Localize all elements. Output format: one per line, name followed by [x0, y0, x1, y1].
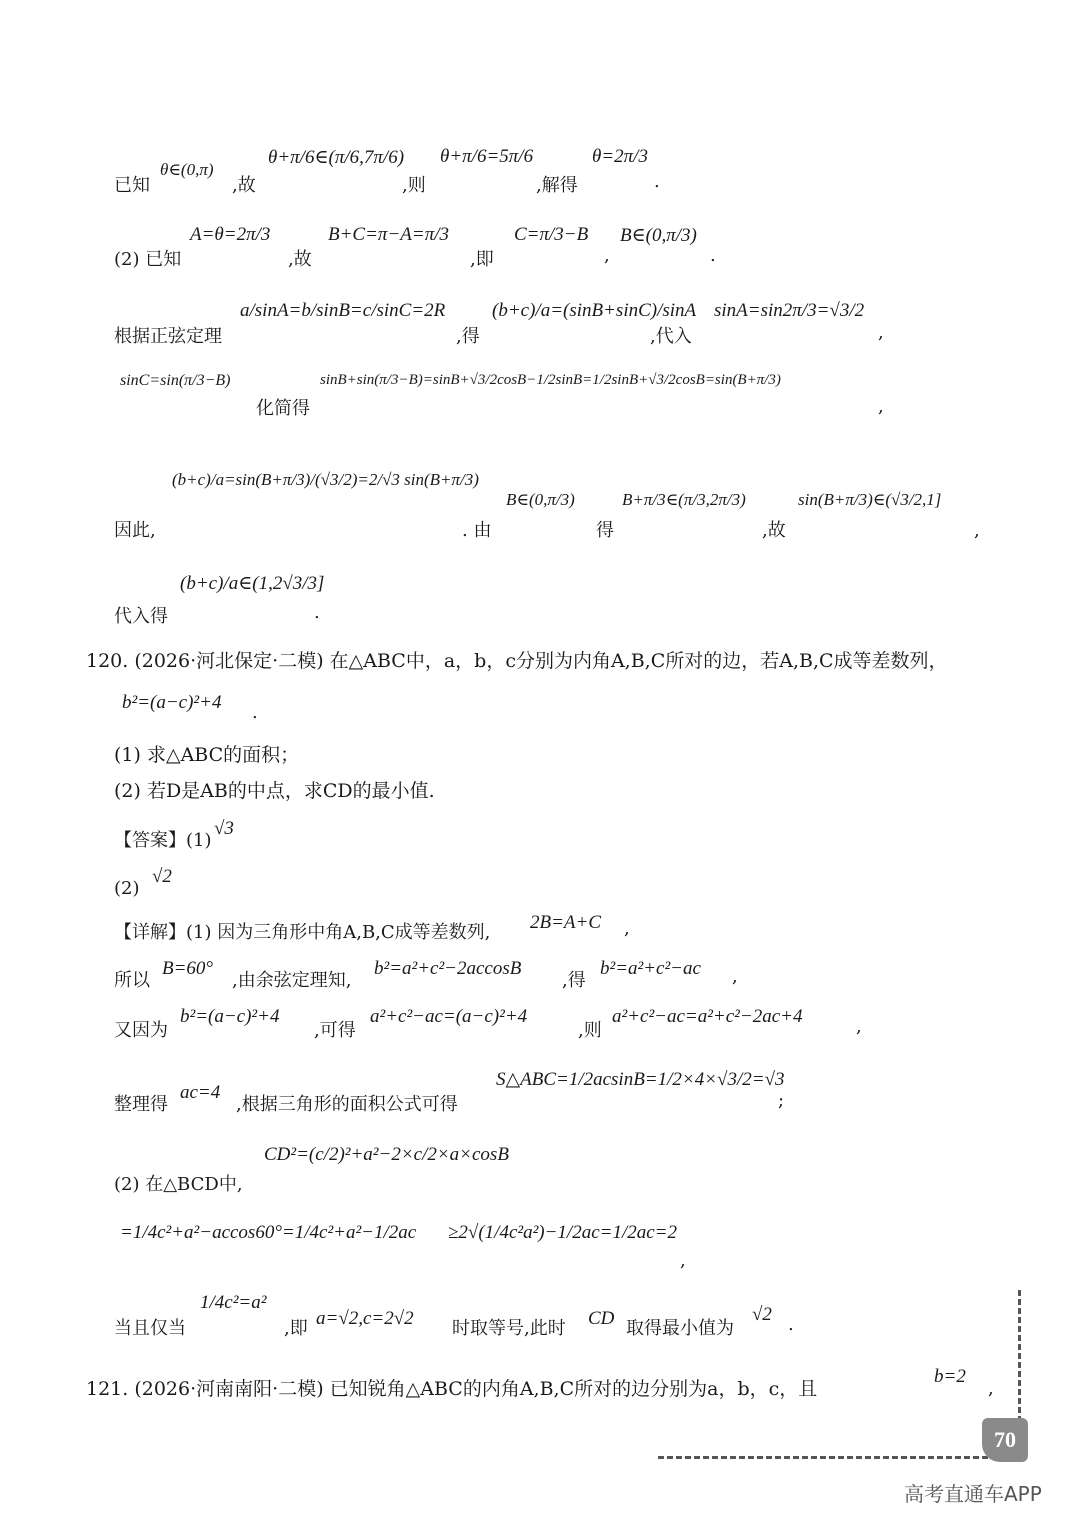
- math: b²=a²+c²−ac: [600, 958, 701, 979]
- math: a²+c²−ac=a²+c²−2ac+4: [612, 1006, 803, 1027]
- part-1: (1) 求△ABC的面积；: [114, 744, 300, 766]
- text: .: [710, 245, 716, 266]
- text: ,: [732, 966, 738, 987]
- math: B+π/3∈(π/3,2π/3): [622, 490, 746, 509]
- text: 【详解】(1) 因为三角形中角A,B,C成等差数列,: [114, 922, 491, 943]
- math: B+C=π−A=π/3: [328, 224, 449, 245]
- math: b²=(a−c)²+4: [122, 692, 222, 713]
- text: 根据正弦定理: [114, 326, 222, 347]
- math: C=π/3−B: [514, 224, 589, 245]
- text: .: [654, 171, 660, 192]
- text: 得: [596, 520, 614, 541]
- math: ac=4: [180, 1082, 221, 1103]
- text: ,根据三角形的面积公式可得: [236, 1094, 458, 1115]
- math: a=√2,c=2√2: [316, 1308, 414, 1329]
- math: b=2: [934, 1366, 966, 1387]
- answer-2-label: (2): [114, 878, 140, 899]
- text: ,: [624, 918, 630, 939]
- math: a/sinA=b/sinB=c/sinC=2R: [240, 300, 446, 321]
- text: ,则: [578, 1020, 602, 1041]
- text: ,故: [288, 249, 312, 270]
- text: ,由余弦定理知,: [232, 970, 352, 991]
- text: . 由: [462, 520, 492, 541]
- math: (b+c)/a∈(1,2√3/3]: [180, 573, 325, 594]
- text: 因此,: [114, 520, 156, 541]
- math: θ+π/6=5π/6: [440, 146, 534, 167]
- math: B∈(0,π/3): [506, 490, 575, 509]
- text: ,代入: [650, 326, 692, 347]
- page-number: 70: [982, 1418, 1028, 1462]
- math: CD²=(c/2)²+a²−2×c/2×a×cosB: [264, 1144, 509, 1165]
- text: ,: [680, 1250, 686, 1271]
- text: 所以: [114, 970, 150, 991]
- math: b²=a²+c²−2accosB: [374, 958, 522, 979]
- question-stem: 120. (2026·河北保定·二模) 在△ABC中，a，b，c分别为内角A,B,C所对的边，若A,B,C成等差数列，: [86, 650, 948, 672]
- math: (b+c)/a=sin(B+π/3)/(√3/2)=2/√3 sin(B+π/3): [172, 470, 479, 489]
- text: ,得: [456, 326, 480, 347]
- text: ;: [778, 1090, 785, 1111]
- math: B∈(0,π/3): [620, 225, 697, 246]
- text: 取得最小值为: [626, 1318, 734, 1339]
- text: ,故: [232, 175, 256, 196]
- text: ,得: [562, 970, 586, 991]
- text: .: [788, 1314, 794, 1335]
- text: ,: [856, 1016, 862, 1037]
- math: θ+π/6∈(π/6,7π/6): [268, 147, 405, 168]
- text: ,即: [470, 249, 494, 270]
- math: sin(B+π/3)∈(√3/2,1]: [798, 490, 942, 509]
- text: ,: [878, 396, 884, 417]
- answer-2: √2: [152, 866, 172, 887]
- math: CD: [588, 1308, 615, 1329]
- text: ,: [604, 245, 610, 266]
- text: ,则: [402, 175, 426, 196]
- text: 代入得: [114, 606, 168, 627]
- watermark: 高考直通车APP: [904, 1482, 1042, 1506]
- math: sinB+sin(π/3−B)=sinB+√3/2cosB−1/2sinB=1/2sinB+√3/2cosB=sin(B+π/3): [320, 372, 781, 388]
- text: (2) 在△BCD中,: [114, 1174, 243, 1195]
- text: ,可得: [314, 1020, 356, 1041]
- part-2: (2) 若D是AB的中点，求CD的最小值.: [114, 780, 435, 802]
- math: B=60°: [162, 958, 214, 979]
- page-border-dashed-horizontal: [658, 1456, 988, 1459]
- math: 2B=A+C: [530, 912, 602, 933]
- math: b²=(a−c)²+4: [180, 1006, 280, 1027]
- text: .: [314, 602, 320, 623]
- text: 时取等号,此时: [452, 1318, 566, 1339]
- math: a²+c²−ac=(a−c)²+4: [370, 1006, 528, 1027]
- text: ,: [988, 1378, 994, 1399]
- text: ,解得: [536, 175, 578, 196]
- text: 化简得: [256, 398, 310, 419]
- math: sinA=sin2π/3=√3/2: [714, 300, 865, 321]
- text: 又因为: [114, 1020, 168, 1041]
- answer-1: √3: [214, 818, 234, 839]
- text: 已知: [114, 175, 150, 196]
- math: sinC=sin(π/3−B): [120, 372, 231, 389]
- text: .: [252, 702, 258, 723]
- math: ≥2√(1/4c²a²)−1/2ac=1/2ac=2: [448, 1222, 678, 1243]
- text: ,即: [284, 1318, 308, 1339]
- text: ,: [974, 520, 980, 541]
- text: ,故: [762, 520, 786, 541]
- text: 当且仅当: [114, 1318, 186, 1339]
- math: θ∈(0,π): [160, 160, 214, 179]
- math: √2: [752, 1304, 772, 1325]
- math: (b+c)/a=(sinB+sinC)/sinA: [492, 300, 697, 321]
- math: 1/4c²=a²: [200, 1292, 267, 1313]
- math: S△ABC=1/2acsinB=1/2×4×√3/2=√3: [496, 1069, 785, 1090]
- answer-label: 【答案】(1): [114, 830, 212, 851]
- text: 整理得: [114, 1094, 168, 1115]
- text: (2) 已知: [114, 249, 182, 270]
- text: ,: [878, 322, 884, 343]
- math: θ=2π/3: [592, 146, 648, 167]
- math: A=θ=2π/3: [190, 224, 271, 245]
- question-stem: 121. (2026·河南南阳·二模) 已知锐角△ABC的内角A,B,C所对的边分别为a，b，c，且: [86, 1378, 818, 1400]
- math: =1/4c²+a²−accos60°=1/4c²+a²−1/2ac: [120, 1222, 417, 1243]
